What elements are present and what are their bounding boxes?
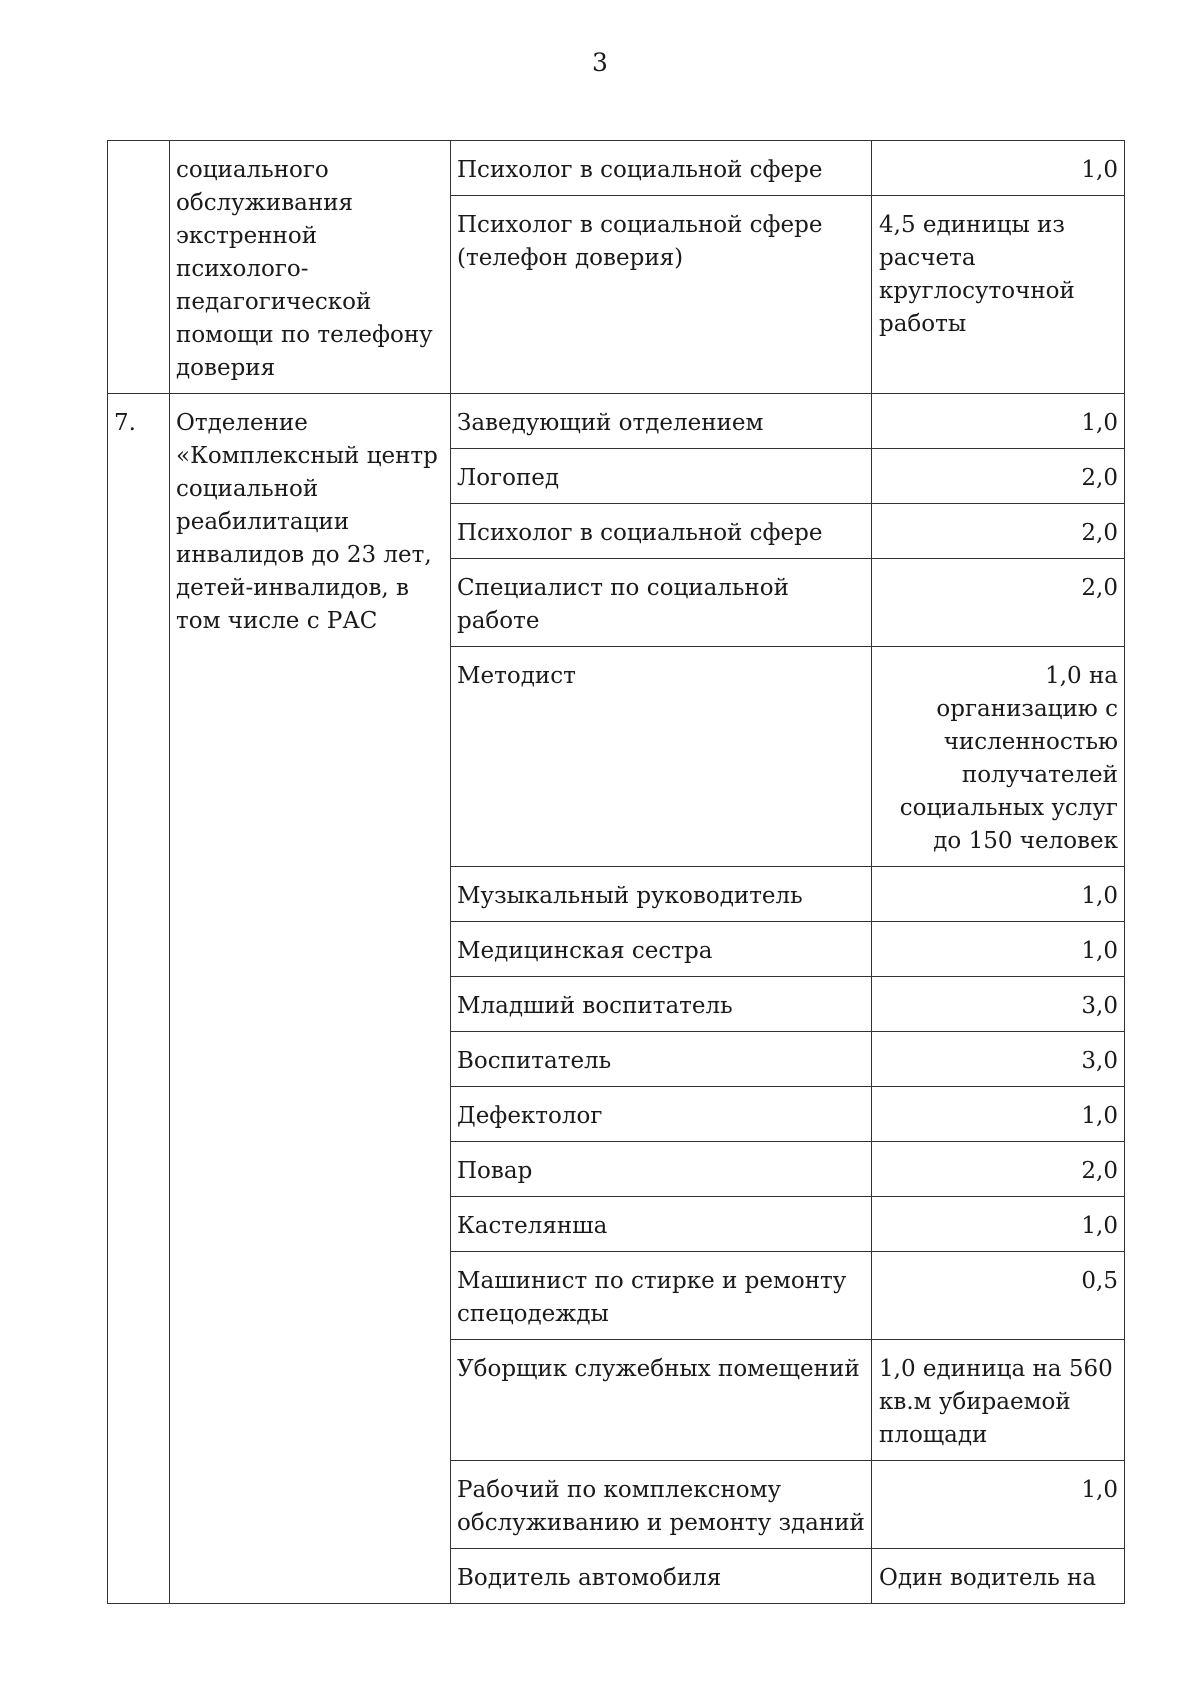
position-cell: Музыкальный руководитель — [451, 867, 872, 922]
position-cell: Медицинская сестра — [451, 922, 872, 977]
department-cell: Отделение «Комплексный центр социальной реабилитации инвалидов до 23 лет, детей-инвалидов, в том числе с РАС — [170, 394, 451, 1604]
quantity-cell: 1,0 — [872, 1197, 1125, 1252]
position-cell: Методист — [451, 647, 872, 867]
position-cell: Машинист по стирке и ремонту спецодежды — [451, 1252, 872, 1340]
position-cell: Младший воспитатель — [451, 977, 872, 1032]
quantity-cell: 2,0 — [872, 1142, 1125, 1197]
position-cell: Рабочий по комплексному обслуживанию и ремонту зданий — [451, 1461, 872, 1549]
quantity-cell: 2,0 — [872, 559, 1125, 647]
position-cell: Воспитатель — [451, 1032, 872, 1087]
position-cell: Специалист по социальной работе — [451, 559, 872, 647]
quantity-cell: 1,0 на организацию с численностью получателей социальных услуг до 150 человек — [872, 647, 1125, 867]
quantity-cell: Один водитель на — [872, 1549, 1125, 1604]
quantity-cell: 1,0 — [872, 1461, 1125, 1549]
table-row — [108, 394, 1125, 449]
staff-table — [107, 140, 1125, 1604]
quantity-cell: 2,0 — [872, 504, 1125, 559]
quantity-cell: 1,0 — [872, 141, 1125, 196]
position-cell: Водитель автомобиля — [451, 1549, 872, 1604]
position-cell: Дефектолог — [451, 1087, 872, 1142]
row-number-cell: 7. — [108, 394, 170, 1604]
position-cell: Заведующий отделением — [451, 394, 872, 449]
position-cell: Логопед — [451, 449, 872, 504]
department-cell: социального обслуживания экстренной психолого-педагогической помощи по телефону доверия — [170, 141, 451, 394]
quantity-cell: 1,0 — [872, 1087, 1125, 1142]
quantity-cell: 1,0 — [872, 394, 1125, 449]
position-cell: Психолог в социальной сфере — [451, 504, 872, 559]
row-number-cell — [108, 141, 170, 394]
position-cell: Психолог в социальной сфере — [451, 141, 872, 196]
table-row — [108, 141, 1125, 196]
quantity-cell: 1,0 — [872, 867, 1125, 922]
position-cell: Уборщик служебных помещений — [451, 1340, 872, 1461]
page-number: 3 — [592, 48, 608, 77]
quantity-cell: 3,0 — [872, 1032, 1125, 1087]
position-cell: Кастелянша — [451, 1197, 872, 1252]
quantity-cell: 1,0 единица на 560 кв.м убираемой площади — [872, 1340, 1125, 1461]
quantity-cell: 4,5 единицы из расчета круглосуточной работы — [872, 196, 1125, 394]
position-cell: Психолог в социальной сфере (телефон доверия) — [451, 196, 872, 394]
position-cell: Повар — [451, 1142, 872, 1197]
quantity-cell: 0,5 — [872, 1252, 1125, 1340]
quantity-cell: 2,0 — [872, 449, 1125, 504]
quantity-cell: 3,0 — [872, 977, 1125, 1032]
quantity-cell: 1,0 — [872, 922, 1125, 977]
